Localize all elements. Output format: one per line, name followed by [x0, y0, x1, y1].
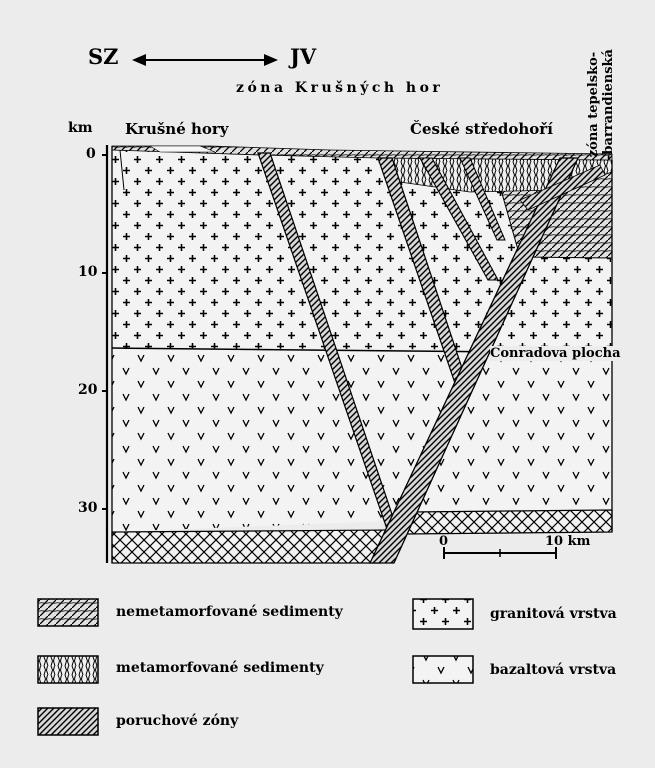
axis-unit-label: km [68, 120, 93, 136]
depth-axis [102, 145, 107, 563]
legend-swatch-meta [38, 656, 98, 683]
legend-swatch-nemeta [38, 599, 98, 626]
scale-bar [444, 547, 556, 559]
scale-end-label: 10 km [545, 534, 591, 549]
zone-title: zóna Krušných hor [236, 80, 444, 96]
legend-label-poruch: poruchové zóny [116, 713, 239, 729]
legend-swatch-poruch [38, 708, 98, 735]
axis-tick-label: 30 [78, 500, 98, 516]
axis-tick-label: 10 [78, 264, 98, 280]
direction-left-label: SZ [88, 44, 119, 69]
region-label-tepelsko [586, 49, 616, 160]
axis-tick-label: 0 [86, 146, 96, 162]
legend-swatch-granit [413, 599, 473, 629]
arrow-right-icon [264, 54, 278, 66]
legend-label-meta: metamorfované sedimenty [116, 660, 324, 676]
axis-tick-label: 20 [78, 382, 98, 398]
region-label-tepelsko-line1: zóna tepelsko- [586, 51, 601, 158]
region-label-krusne-hory: Krušné hory [125, 120, 229, 138]
region-label-tepelsko-line2: -barrandienská [601, 49, 616, 160]
legend-label-nemeta: nemetamorfované sedimenty [116, 604, 343, 620]
conrad-label: Conradova plocha [490, 346, 621, 361]
legend-label-bazalt: bazaltová vrstva [490, 662, 617, 678]
legend-label-granit: granitová vrstva [490, 606, 617, 622]
arrow-left-icon [132, 54, 146, 66]
mantle-right [405, 510, 612, 534]
direction-right-label: JV [290, 44, 317, 69]
direction-arrow [132, 54, 278, 66]
legend-swatch-bazalt [413, 656, 473, 683]
region-label-ceske-stredohori: České středohoří [410, 120, 553, 138]
mantle-left [112, 530, 388, 563]
scale-start-label: 0 [439, 534, 449, 549]
